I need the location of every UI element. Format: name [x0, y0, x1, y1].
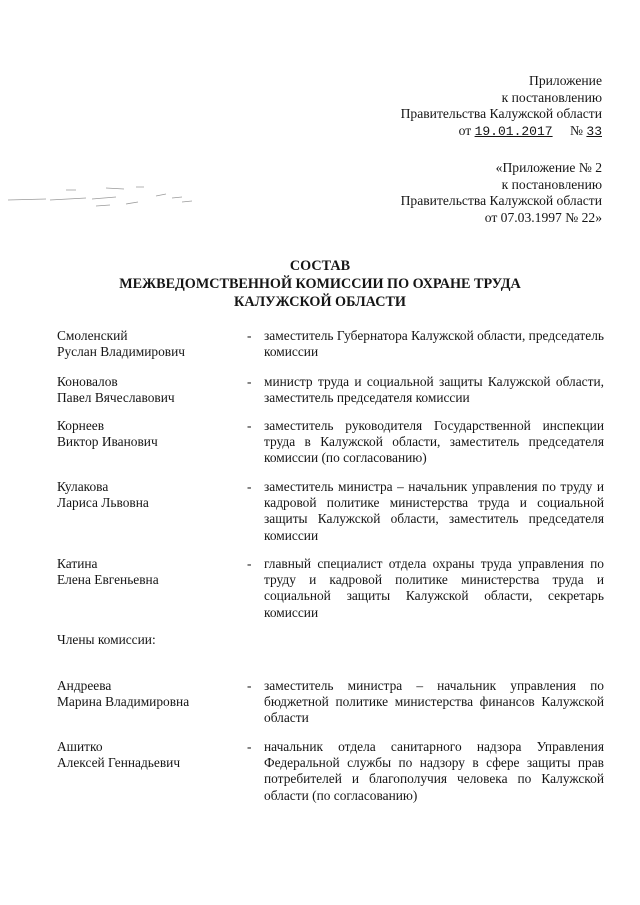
member-role: главный специалист отдела охраны труда управления по труду и кадровой политике министерства труда и социальной защиты Калужской области, секретарь комиссии	[264, 556, 604, 620]
member-role: министр труда и социальной защиты Калужской области, заместитель председателя комиссии	[264, 374, 604, 406]
prev-annex-line: к постановлению	[501, 176, 602, 192]
title-line: МЕЖВЕДОМСТВЕННОЙ КОМИССИИ ПО ОХРАНЕ ТРУДА	[119, 276, 521, 292]
member-given-name: Елена Евгеньевна	[57, 572, 159, 588]
previous-annex-header	[401, 160, 602, 226]
member-name	[57, 374, 237, 406]
commission-members-label: Члены комиссии:	[57, 632, 156, 647]
title-line: КАЛУЖСКОЙ ОБЛАСТИ	[234, 294, 406, 310]
member-name	[57, 479, 237, 511]
scan-noise	[6, 182, 196, 210]
prev-annex-line: «Приложение № 2	[495, 160, 602, 175]
member-dash: -	[247, 678, 252, 693]
member-surname: Коновалов	[57, 374, 118, 389]
member-role: начальник отдела санитарного надзора Управления Федеральной службы по надзору в сфере защиты прав потребителей и благополучия человека по Калужской области (по согласованию)	[264, 739, 604, 803]
member-name	[57, 328, 237, 360]
annex-line: Приложение	[529, 73, 602, 88]
member-given-name: Марина Владимировна	[57, 694, 190, 710]
member-role: заместитель руководителя Государственной инспекции труда в Калужской области, заместитель председателя комиссии (по согласованию)	[264, 418, 604, 466]
annex-number: 33	[586, 123, 602, 139]
member-dash: -	[247, 328, 252, 343]
member-surname: Кулакова	[57, 479, 109, 494]
member-surname: Корнеев	[57, 418, 105, 433]
date-prefix: от	[458, 122, 472, 138]
member-dash: -	[247, 418, 252, 433]
member-name	[57, 556, 237, 588]
annex-line: Правительства Калужской области	[400, 106, 602, 121]
member-given-name: Алексей Геннадьевич	[57, 755, 181, 771]
annex-date-line	[401, 123, 602, 141]
annex-header	[401, 73, 602, 140]
member-role: заместитель министра – начальник управления по бюджетной политике министерства финансов Калужской области	[264, 678, 604, 726]
member-dash: -	[247, 739, 252, 754]
member-name	[57, 418, 237, 450]
member-name	[57, 739, 237, 771]
member-role: заместитель Губернатора Калужской области, председатель комиссии	[264, 328, 604, 360]
member-surname: Андреева	[57, 678, 112, 693]
prev-annex-line: от 07.03.1997 № 22»	[484, 209, 602, 225]
member-dash: -	[247, 479, 252, 494]
member-dash: -	[247, 374, 252, 389]
annex-date: 19.01.2017	[474, 123, 553, 139]
member-role: заместитель министра – начальник управления по труду и кадровой политике министерства труда и социальной защиты Калужской области, заместитель председателя комиссии	[264, 479, 604, 543]
title-line: СОСТАВ	[289, 258, 351, 274]
member-surname: Ашитко	[57, 739, 103, 754]
member-given-name: Павел Вячеславович	[57, 390, 175, 406]
member-dash: -	[247, 556, 252, 571]
member-surname: Катина	[57, 556, 98, 571]
number-prefix: №	[570, 122, 583, 138]
member-name	[57, 678, 237, 710]
member-surname: Смоленский	[57, 328, 128, 343]
member-given-name: Руслан Владимирович	[57, 344, 186, 360]
prev-annex-line: Правительства Калужской области	[400, 193, 602, 208]
annex-line: к постановлению	[501, 89, 602, 105]
member-given-name: Лариса Львовна	[57, 495, 149, 511]
member-given-name: Виктор Иванович	[57, 434, 158, 450]
document-title	[0, 257, 640, 311]
